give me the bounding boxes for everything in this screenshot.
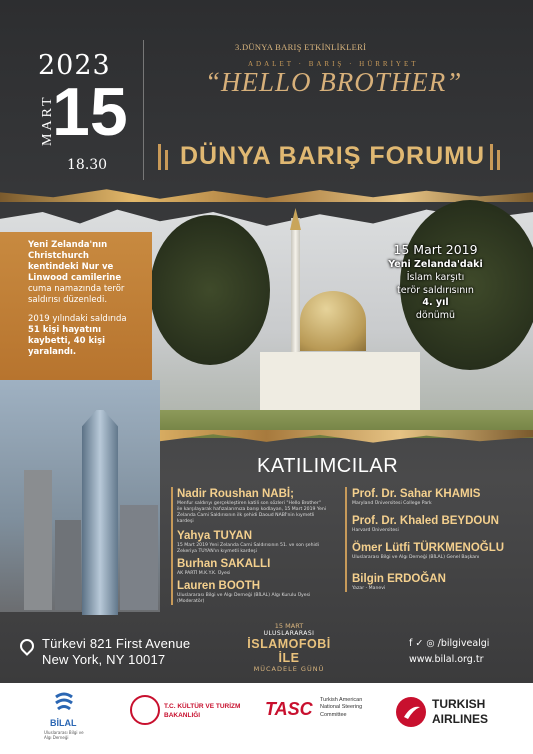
event-month: MART (40, 94, 55, 146)
airline-word: AIRLINES (432, 712, 489, 726)
sponsor-logos (0, 683, 533, 754)
info-panel (0, 232, 152, 380)
location-pin-icon (17, 636, 37, 656)
ministry-name-line: T.C. KÜLTÜR VE TURİZM (164, 703, 241, 710)
tree-shape (150, 215, 270, 365)
badge-tail: MÜCADELE GÜNÜ (253, 665, 325, 673)
participant-desc: Menfur saldırıyı gerçekleştiren katili son sözleri "Hello Brother" ile karşılayarak hafızalarımıza barışı kodlayan, 15 Mart 2019 Yeni Zelanda Cami Saldırısının ilk şehidi Daoud NABİ'nin kıymetli kardeşi (177, 500, 327, 525)
forum-title: DÜNYA BARIŞ FORUMU (180, 142, 486, 170)
participant-name: Prof. Dr. Sahar KHAMIS (352, 488, 481, 500)
social-links[interactable] (409, 638, 489, 649)
hello-brother-title: “HELLO BROTHER” (205, 67, 463, 97)
participant-card (177, 580, 327, 605)
torn-gold-edge-top (0, 186, 533, 202)
mosque-dome (300, 291, 366, 351)
airline-word: TURKISH (432, 697, 486, 711)
candle-icon (490, 144, 493, 170)
tasc-subtitle-line: Committee (320, 711, 347, 718)
building-shape (120, 505, 158, 610)
participant-card (177, 488, 327, 525)
candle-icon (158, 144, 161, 170)
event-year: 2023 (38, 50, 111, 81)
quote-line: İslam karşıtı (406, 271, 465, 283)
tasc-logo: TASC (265, 699, 313, 719)
tasc-subtitle-line: Turkish American (320, 697, 363, 703)
minaret-shape (291, 218, 300, 358)
info-line: 2019 yılındaki saldırıda (28, 314, 127, 325)
bilal-logo-text: BİLAL (50, 718, 77, 728)
badge-date: 15 MART (274, 622, 304, 630)
skyscraper-shape (82, 410, 118, 615)
social-handle: /bilgivealgi (437, 638, 490, 649)
ministry-emblem-icon (130, 695, 160, 725)
participant-card (352, 488, 522, 507)
quote-date: 15 Mart 2019 (393, 242, 478, 257)
tasc-subtitle-line: National Steering (320, 704, 363, 711)
candle-icon (497, 150, 500, 170)
participant-name: Nadir Roushan NABİ; (177, 488, 294, 500)
turkish-airlines-logo-icon (396, 697, 426, 727)
mosque-wall (260, 352, 420, 412)
participant-name: Yahya TUYAN (177, 530, 252, 542)
quote-place: Yeni Zelanda'daki (388, 258, 483, 270)
islamophobia-day-badge (237, 622, 341, 672)
participant-card (352, 573, 522, 592)
divider-line (143, 40, 144, 180)
info-line: cuma namazında terör saldırısı düzenledi. (28, 284, 125, 306)
building-shape (24, 470, 52, 610)
participant-desc: Harvard Üniversitesi (352, 527, 399, 533)
participant-card (352, 515, 522, 534)
building-shape (55, 520, 81, 610)
anniversary-quote (378, 242, 493, 323)
social-icons: f ✓ ◎ (409, 638, 435, 649)
address-line: Türkevi 821 First Avenue (42, 636, 191, 651)
tasc-subtitle (320, 697, 362, 719)
participant-name: Ömer Lütfi TÜRKMENOĞLU (352, 542, 505, 554)
turkish-airlines-wordmark (432, 697, 488, 727)
values-motto: ADALET · BARIŞ · HÜRRİYET (248, 60, 419, 68)
accent-bar (345, 487, 347, 592)
participant-name: Burhan SAKALLI (177, 558, 271, 570)
badge-main: İSLAMOFOBİ İLE (247, 637, 331, 665)
participant-desc: Uluslararası Bilgi ve Algı Derneği (BİLAL) Algı Kurulu Üyesi (Moderatör) (177, 592, 311, 604)
bilal-logo-icon (52, 691, 76, 715)
info-line: 51 kişi hayatını kaybetti, 40 kişi yaralandı. (28, 325, 106, 358)
venue-address (42, 636, 190, 669)
participants-heading: KATILIMCILAR (257, 455, 399, 477)
participant-card (352, 542, 522, 561)
event-day: 15 (52, 74, 128, 150)
ministry-name-line: BAKANLIĞI (164, 712, 201, 719)
accent-bar (171, 487, 173, 605)
participant-desc: 15 Mart 2019 Yeni Zelanda Cami Saldırısının 51. ve son şehidi Zekeriya TUYAN'ın kıymetli kardeşi (177, 542, 319, 554)
quote-line: dönümü (415, 310, 456, 322)
participant-name: Bilgin ERDOĞAN (352, 573, 446, 585)
event-time: 18.30 (67, 157, 108, 173)
quote-line: terör saldırısının (397, 284, 474, 296)
info-line: Yeni Zelanda'nın Christchurch kentindeki Nur ve Linwood camilerine (28, 240, 122, 284)
badge-sub: ULUSLARARASI (263, 630, 315, 637)
participant-desc: Uluslararası Bilgi ve Algı Derneği (BİLAL) Genel Başkanı (352, 554, 480, 560)
bilal-logo-subtitle: Uluslararası Bilgi ve Algı Derneği (44, 730, 84, 740)
website-link[interactable]: www.bilal.org.tr (409, 654, 484, 665)
participant-name: Lauren BOOTH (177, 580, 261, 592)
participant-card (177, 558, 327, 577)
participant-desc: Maryland Üniversitesi College Park (352, 500, 432, 506)
event-series: 3.DÜNYA BARIŞ ETKİNLİKLERİ (235, 42, 367, 52)
participant-card (177, 530, 327, 555)
candle-icon (165, 150, 168, 170)
quote-line: 4. yıl (422, 297, 449, 309)
participant-desc: AK PARTİ M.K.Y.K. Üyesi (177, 570, 231, 576)
participant-name: Prof. Dr. Khaled BEYDOUN (352, 515, 499, 527)
participant-desc: Yazar - Manevi (352, 585, 386, 591)
address-line: New York, NY 10017 (42, 652, 166, 668)
